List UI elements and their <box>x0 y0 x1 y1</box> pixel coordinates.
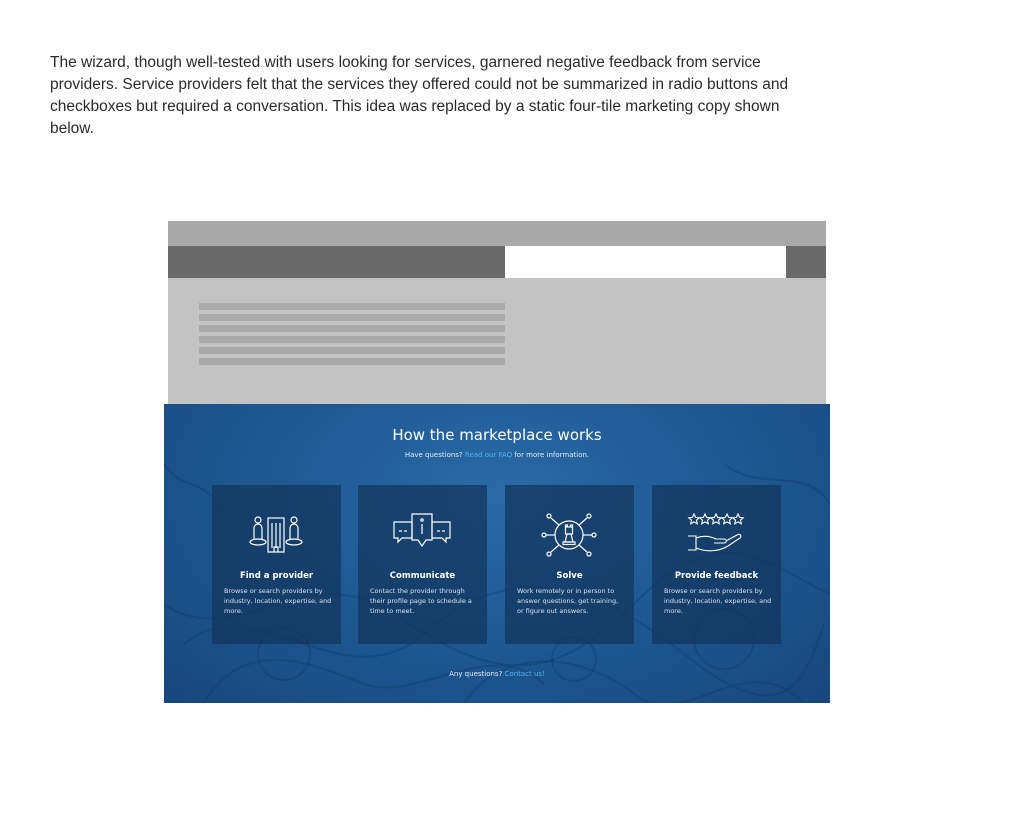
footer-prefix: Any questions? <box>449 670 503 678</box>
hand-stars-icon <box>686 510 746 560</box>
wireframe-mock <box>168 221 826 404</box>
tile-description: Contact the provider through their profile page to schedule a time to meet. <box>370 587 472 615</box>
tile-title: Solve <box>556 571 583 581</box>
chat-bubbles-icon <box>392 510 452 560</box>
wireframe-text-line <box>199 303 505 310</box>
marketplace-banner <box>164 404 830 703</box>
intro-paragraph: The wizard, though well-tested with users looking for services, garnered negative feedback from service providers. Service providers felt that the services they offered could not be summarized in radio buttons and checkboxes but required a conversation. This idea was replaced by a static four-tile marketing copy shown below. <box>50 54 789 137</box>
wireframe-text-line <box>199 347 505 354</box>
tile-title: Find a provider <box>239 571 314 581</box>
contact-us-link[interactable]: Contact us! <box>504 670 545 678</box>
tile-provide-feedback <box>652 485 781 644</box>
wireframe-top-bar <box>168 221 826 246</box>
tile-description: Browse or search providers by industry, location, expertise, and more. <box>224 587 332 615</box>
tile-find-provider <box>212 485 341 644</box>
tile-solve <box>505 485 634 644</box>
faq-link[interactable]: Read our FAQ <box>464 451 513 459</box>
feature-tiles <box>212 485 782 644</box>
subtitle-suffix: for more information. <box>514 451 590 459</box>
people-building-icon <box>246 510 306 560</box>
tile-title: Communicate <box>389 571 456 581</box>
wireframe-text-line <box>199 314 505 321</box>
banner-title: How the marketplace works <box>392 426 602 444</box>
chess-network-icon <box>539 510 599 560</box>
banner-footer <box>164 670 830 678</box>
subtitle-prefix: Have questions? <box>404 451 463 459</box>
tile-description: Work remotely or in person to answer questions, get training, or figure out answers. <box>517 587 619 615</box>
tile-title: Provide feedback <box>674 571 759 581</box>
wireframe-search-box <box>505 246 786 278</box>
tile-description: Browse or search providers by industry, location, expertise, and more. <box>664 587 772 615</box>
wireframe-text-line <box>199 358 505 365</box>
tile-communicate <box>358 485 487 644</box>
wireframe-text-line <box>199 336 505 343</box>
banner-subtitle <box>164 451 830 459</box>
wireframe-text-lines <box>199 303 505 369</box>
wireframe-text-line <box>199 325 505 332</box>
